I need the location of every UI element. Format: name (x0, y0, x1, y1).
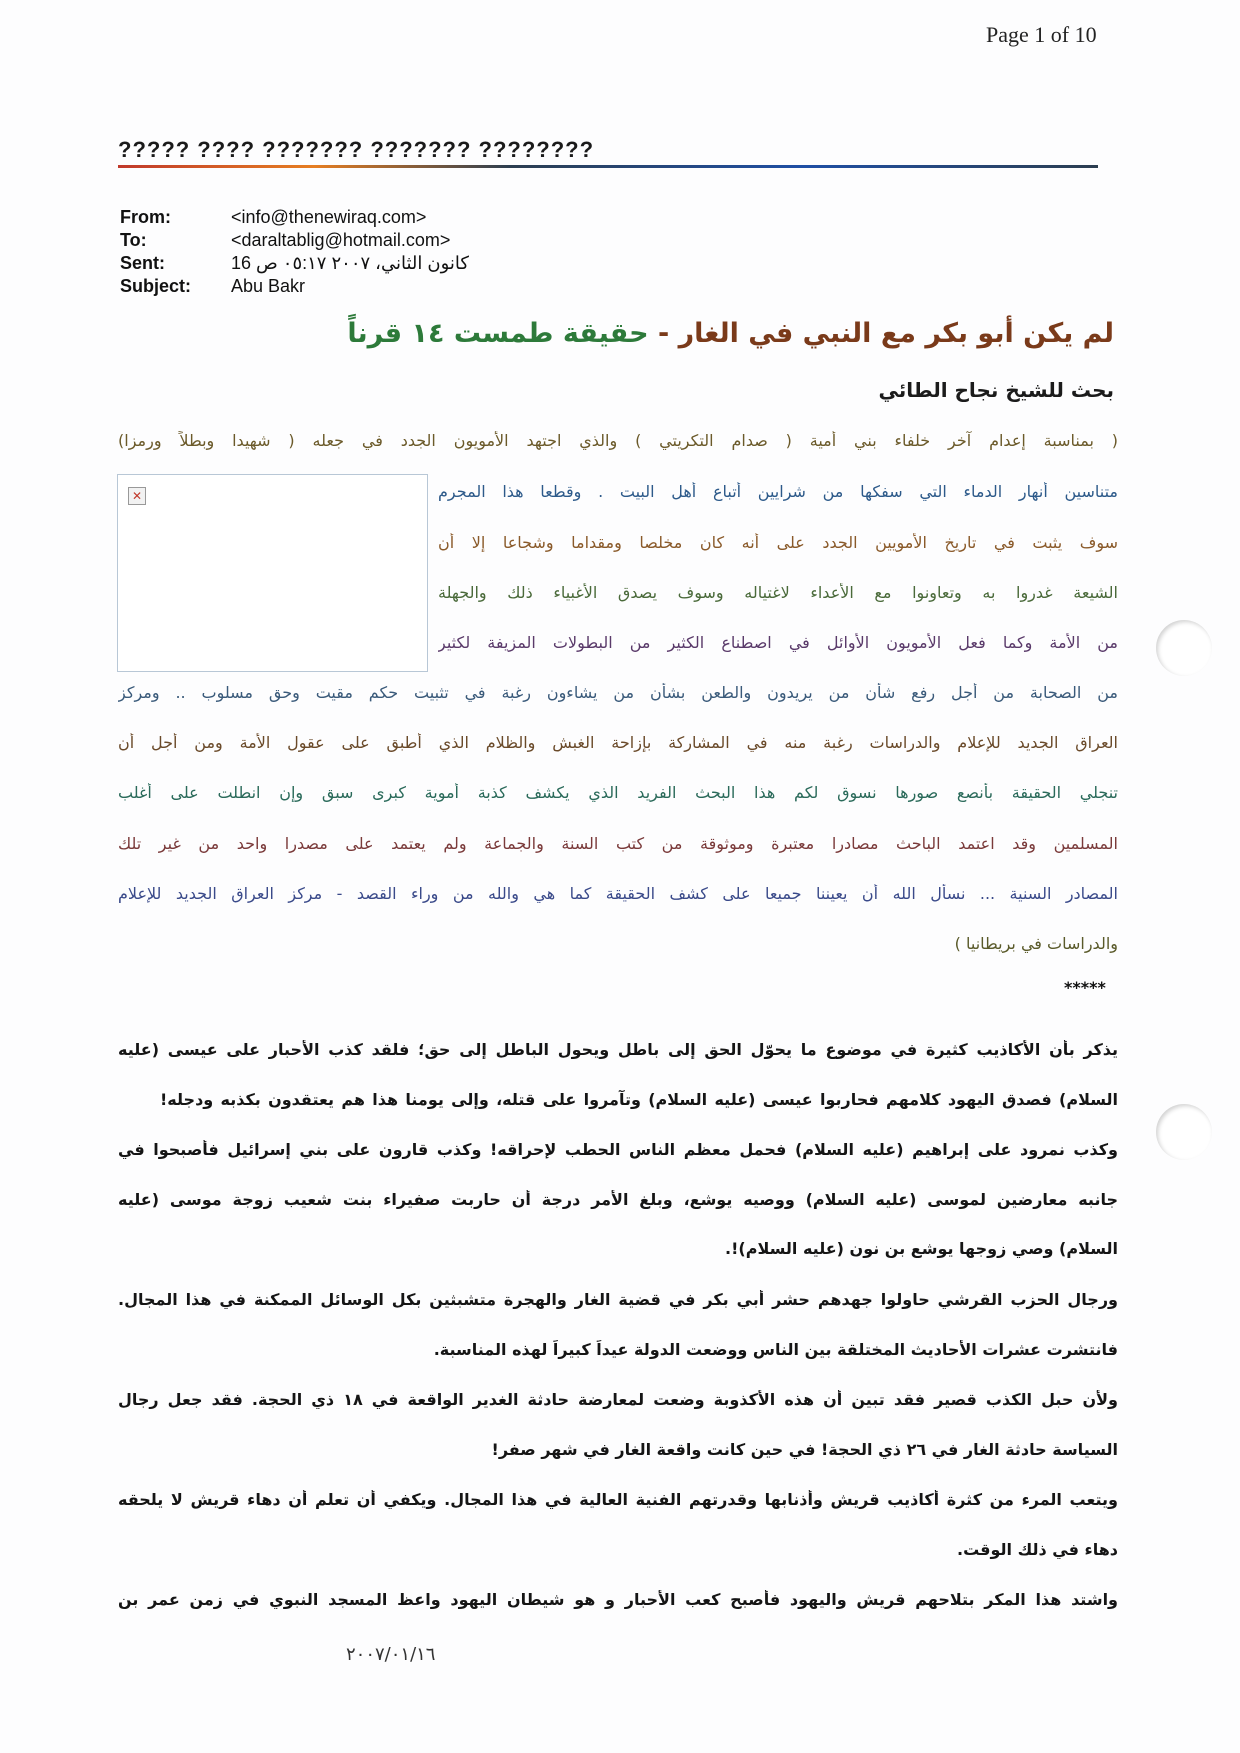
punch-hole (1156, 1104, 1212, 1160)
article-title (214, 318, 1114, 349)
intro-line: العراق الجديد للإعلام والدراسات رغبة منه في المشاركة بإزاحة الغبش والظلام الذي أطبق على عقول الأمة ومن أجل أن (118, 733, 1118, 752)
intro-line: من الأمة وكما فعل الأمويون الأوائل في اصطناع الكثير من البطولات المزيفة لكثير (438, 633, 1118, 652)
from-row (120, 206, 469, 229)
intro-line: تنجلي الحقيقة بأنصع صورها نسوق لكم هذا البحث الفريد الذي يكشف كذبة أموية كبرى سبق وإن انطلت على أغلب (118, 783, 1118, 802)
intro-line: المصادر السنية ... نسأل الله أن يعيننا جميعا على كشف الحقيقة كما هي والله من وراء القصد - مركز العراق الجديد للإعلام (118, 884, 1118, 903)
to-label: To: (120, 230, 147, 250)
body-line: دهاء في ذلك الوقت. (957, 1540, 1118, 1559)
section-separator: ***** (1064, 978, 1106, 997)
to-value: <daraltablig@hotmail.com> (231, 230, 451, 250)
intro-line: المسلمين وقد اعتمد الباحث مصادرا معتبرة وموثوقة من كتب السنة والجماعة ولم يعتمد على مصدرا واحد من غير تلك (118, 834, 1118, 853)
subject-row (120, 275, 469, 298)
article-title-part2: حقيقة طمست ١٤ قرناً (347, 318, 649, 349)
body-line: فانتشرت عشرات الأحاديث المختلقة بين الناس ووضعت الدولة عيداً كبيراً لهذه المناسبة. (433, 1340, 1118, 1359)
email-subject-title: ????? ???? ??????? ??????? ???????? (118, 137, 595, 162)
footer-date: ٢٠٠٧/٠١/١٦ (346, 1644, 436, 1665)
body-line: واشتد هذا المكر بتلاحهم قريش واليهود فأصبح كعب الأحبار و هو شيطان اليهود واعظ المسجد النبوي في زمن عمر بن (118, 1590, 1118, 1609)
sent-label: Sent: (120, 253, 165, 273)
email-header (120, 206, 469, 298)
intro-line: ( بمناسبة إعدام آخر خلفاء بني أمية ( صدام التكريتي ) والذي اجتهد الأمويون الجدد في جعله ( شهيدا وبطلاً ورمزا) (118, 431, 1118, 450)
intro-line: والدراسات في بريطانيا ) (954, 934, 1118, 953)
punch-hole (1156, 620, 1212, 676)
to-row (120, 229, 469, 252)
from-value: <info@thenewiraq.com> (231, 207, 427, 227)
body-line: السياسة حادثة الغار في ٢٦ ذي الحجة! في حين كانت واقعة الغار في شهر صفر! (491, 1440, 1118, 1459)
intro-line: من الصحابة من أجل رفع شأن من يريدون والطعن بشأن من يشاءون رغبة في تثبيت حكم مقيت وحق مسلوب .. ومركز (118, 683, 1118, 702)
body-line: ورجال الحزب القرشي حاولوا جهدهم حشر أبي بكر في قضية الغار والهجرة متشبثين بكل الوسائل الممكنة في هذا المجال. (118, 1290, 1118, 1309)
body-line: وكذب نمرود على إبراهيم (عليه السلام) فحمل معظم الناس الحطب لإحراقه! وكذب قارون على بني إسرائيل فأصبحوا في (118, 1140, 1118, 1159)
intro-line: الشيعة غدروا به وتعاونوا مع الأعداء لاغتياله وسوف يصدق الأغبياء ذلك والجهلة (438, 583, 1118, 602)
body-line: السلام) فصدق اليهود كلامهم فحاربوا عيسى (عليه السلام) وتآمروا على قتله، وإلى يومنا هذا هم يعتقدون بكذبه ودجله! (160, 1090, 1118, 1109)
body-line: جانبه معارضين لموسى (عليه السلام) ووصيه يوشع، وبلغ الأمر درجة أن حاربت صفيراء بنت شعيب زوجة موسى (عليه (118, 1190, 1118, 1209)
intro-line: متناسين أنهار الدماء التي سفكها من شرايين أتباع أهل البيت . وقطعا هذا المجرم (438, 482, 1118, 501)
from-label: From: (120, 207, 171, 227)
intro-line: سوف يثبت في تاريخ الأمويين الجدد على أنه كان مخلصا ومقداما وشجاعا إلا أن (438, 533, 1118, 552)
body-line: السلام) وصي زوجها يوشع بن نون (عليه السلام)!. (725, 1239, 1118, 1258)
page-number: Page 1 of 10 (986, 22, 1097, 47)
sent-row (120, 252, 469, 275)
sent-value: كانون الثاني، ٢٠٠٧ ٠٥:١٧ ص 16 (231, 253, 469, 273)
article-title-part1: لم يكن أبو بكر مع النبي في الغار - (648, 318, 1114, 349)
body-line: يذكر بأن الأكاذيب كثيرة في موضوع ما يحوّل الحق إلى باطل ويحول الباطل إلى حق؛ فلقد كذب الأحبار على عيسى (عليه (118, 1040, 1118, 1059)
title-divider (118, 165, 1098, 168)
body-line: ولأن حبل الكذب قصير فقد تبين أن هذه الأكذوبة وضعت لمعارضة حادثة الغدير الواقعة في ١٨ ذي الحجة. فقد جعل رجال (118, 1390, 1118, 1409)
subject-value: Abu Bakr (231, 276, 306, 296)
broken-image-icon: ✕ (128, 487, 146, 505)
body-line: ويتعب المرء من كثرة أكاذيب قريش وأذنابها وقدرتهم الفنية العالية في هذا المجال. ويكفي أن تعلم أن دهاء قريش لا يلحقه (118, 1490, 1118, 1509)
image-placeholder (117, 474, 428, 672)
article-byline: بحث للشيخ نجاح الطائي (878, 378, 1114, 402)
subject-label: Subject: (120, 276, 192, 296)
